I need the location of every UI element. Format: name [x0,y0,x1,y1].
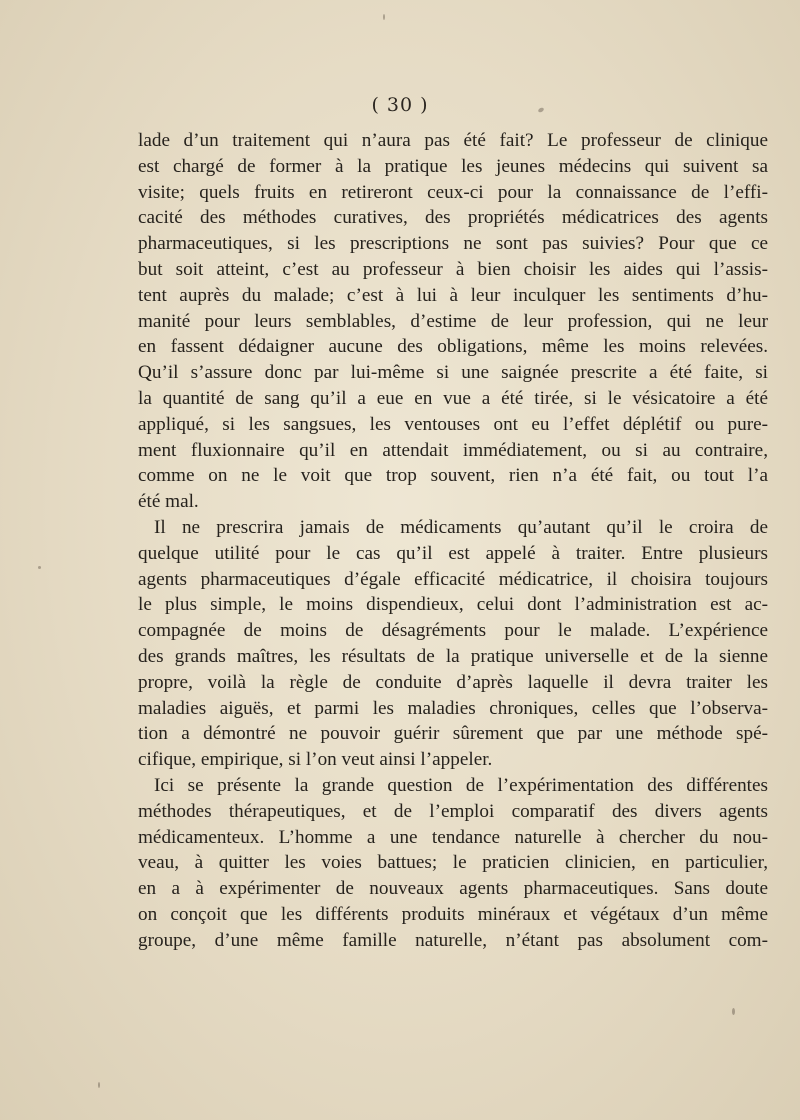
text-line: médicamenteux. L’homme a une tendance naturelle à chercher du nou- [138,826,768,848]
text-line: des grands maîtres, les résultats de la pratique universelle et de la sienne [138,645,768,667]
text-line: Ici se présente la grande question de l’expérimentation des différentes [154,774,768,796]
text-line: été mal. [138,491,199,513]
text-line: la quantité de sang qu’il a eue en vue a été tirée, si le vésicatoire a été [138,387,768,409]
body-text [138,128,768,954]
paragraph-1 [138,128,768,515]
text-line: ment fluxionnaire qu’il en attendait immédiatement, ou si au contraire, [138,439,768,461]
text-line: compagnée de moins de désagréments pour le malade. L’expérience [138,620,768,642]
paragraph-3 [138,773,768,954]
paper-speck [383,14,385,20]
text-line: veau, à quitter les voies battues; le praticien clinicien, en particulier, [138,852,768,874]
text-line: appliqué, si les sangsues, les ventouses ont eu l’effet déplétif ou pure- [138,413,768,435]
text-line: visite; quels fruits en retireront ceux-ci pour la connaissance de l’effi- [138,181,768,203]
text-line: méthodes thérapeutiques, et de l’emploi comparatif des divers agents [138,800,768,822]
paper-speck [38,566,41,569]
text-line: tion a démontré ne pouvoir guérir sûrement que par une méthode spé- [138,723,768,745]
text-line: est chargé de former à la pratique les jeunes médecins qui suivent sa [138,155,768,177]
text-line: en fassent dédaigner aucune des obligations, même les moins relevées. [138,336,768,358]
page-number: ( 30 ) [371,94,429,116]
text-line: en a à expérimenter de nouveaux agents pharmaceutiques. Sans doute [138,878,768,900]
text-line: lade d’un traitement qui n’aura pas été fait? Le professeur de clinique [138,130,768,151]
text-line: manité pour leurs semblables, d’estime de leur profession, qui ne leur [138,310,768,332]
text-line: pharmaceutiques, si les prescriptions ne sont pas suivies? Pour que ce [138,233,768,255]
text-line: cifique, empirique, si l’on veut ainsi l’appeler. [138,749,493,771]
text-line: tent auprès du malade; c’est à lui à leur inculquer les sentiments d’hu- [138,284,768,306]
text-line: Il ne prescrira jamais de médicaments qu’autant qu’il le croira de [154,516,768,538]
text-line: propre, voilà la règle de conduite d’après laquelle il devra traiter les [138,671,768,693]
text-line: groupe, d’une même famille naturelle, n’étant pas absolument com- [138,929,768,951]
paper-speck [98,1082,100,1088]
text-line: le plus simple, le moins dispendieux, celui dont l’administration est ac- [138,594,768,616]
text-line: on conçoit que les différents produits minéraux et végétaux d’un même [138,903,768,925]
text-line: but soit atteint, c’est au professeur à bien choisir les aides qui l’assis- [138,258,768,280]
text-line: cacité des méthodes curatives, des propriétés médicatrices des agents [138,207,768,229]
text-line: quelque utilité pour le cas qu’il est appelé à traiter. Entre plusieurs [138,542,768,564]
text-line: Qu’il s’assure donc par lui-même si une saignée prescrite a été faite, si [138,362,768,384]
text-line: comme on ne le voit que trop souvent, rien n’a été fait, ou tout l’a [138,465,768,487]
paper-speck [732,1008,735,1015]
paragraph-2 [138,515,768,773]
text-line: maladies aiguës, et parmi les maladies chroniques, celles que l’observa- [138,697,768,719]
text-line: agents pharmaceutiques d’égale efficacité médicatrice, il choisira toujours [138,568,768,590]
